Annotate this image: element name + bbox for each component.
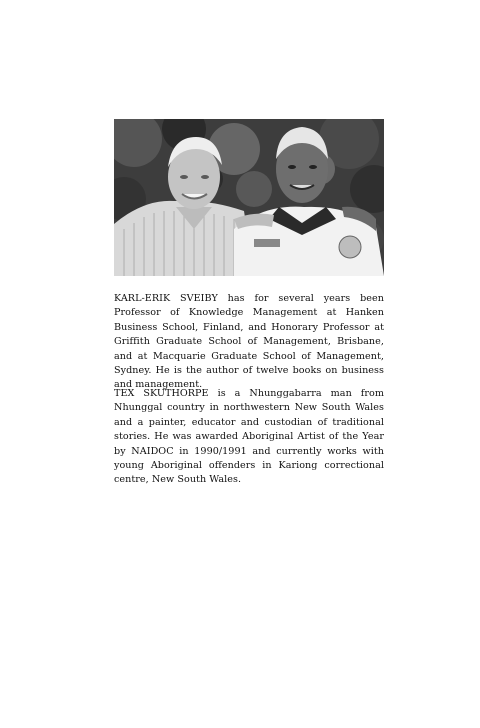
- author-bio-skuthorpe: TEX SKUTHORPE is a Nhunggabarra man from Nhunggal country in northwestern New South Wales and a painter, educator and custodian of traditional stories. He was awarded Aboriginal Artist of the Year by NAIDOC in 1990/1991 and currently works with young Aboriginal offenders in Kariong correctional centre, New South Wales.: [114, 388, 384, 486]
- author-photo-image: [114, 119, 384, 276]
- author-bio-sveiby: KARL-ERIK SVEIBY has for several years been Professor of Knowledge Management at Hanken Business School, Finland, and Honorary Professor at Griffith Graduate School of Management, Brisbane, and at Macquarie Graduate School of Management, Sydney. He is the author of twelve books on business and management.: [114, 293, 384, 391]
- author-photo: [114, 119, 384, 276]
